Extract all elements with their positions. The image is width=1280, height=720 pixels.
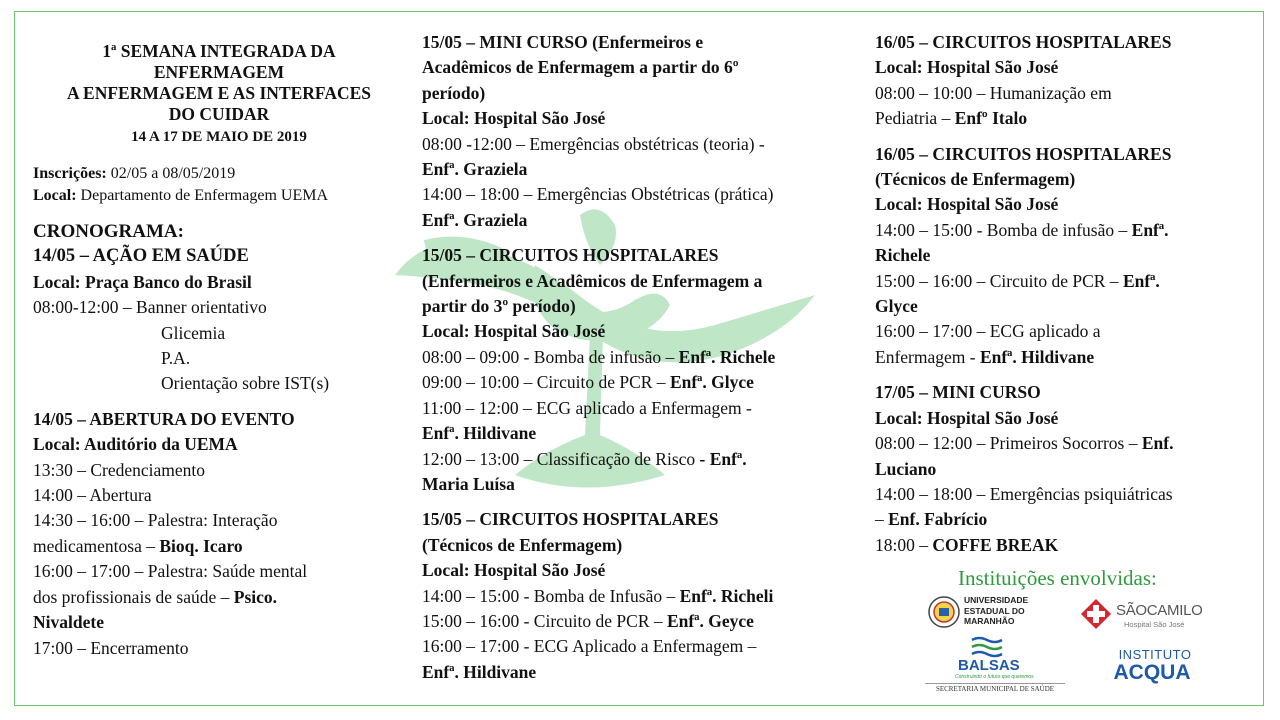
sao-camilo-name: SÃOCAMILO bbox=[1116, 602, 1203, 619]
section-title: (Técnicos de Enfermagem) bbox=[422, 534, 623, 555]
speaker-name: Nivaldete bbox=[33, 612, 104, 633]
acqua-name: ACQUA bbox=[1113, 661, 1191, 684]
section-local: Local: Praça Banco do Brasil bbox=[33, 271, 252, 292]
inscricoes-label: Inscrições: bbox=[33, 165, 107, 182]
schedule-subitem: Glicemia bbox=[161, 322, 226, 343]
section-local: Local: Hospital São José bbox=[422, 108, 606, 129]
schedule-item: 15:00 – 16:00 - Circuito de PCR – bbox=[422, 610, 667, 631]
section-local: Local: Hospital São José bbox=[422, 321, 606, 342]
event-header bbox=[33, 41, 405, 149]
cronograma-title: CRONOGRAMA: bbox=[33, 221, 184, 242]
speaker-name: Enfª. Glyce bbox=[669, 372, 754, 393]
section-title: partir do 3º período) bbox=[422, 296, 576, 317]
secretaria-name: SECRETARIA MUNICIPAL DE SAÚDE bbox=[925, 683, 1065, 693]
schedule-item: 14:30 – 16:00 – Palestra: Interação bbox=[33, 510, 278, 531]
schedule-item: 12:00 – 13:00 – Classificação de Risco bbox=[422, 448, 700, 469]
schedule-item: 14:00 – 18:00 – Emergências Obstétricas (prática) bbox=[422, 184, 774, 205]
uema-seal-icon bbox=[928, 594, 960, 630]
schedule-item: dos profissionais de saúde – bbox=[33, 586, 234, 607]
section-abertura bbox=[33, 407, 405, 661]
section-title: 14/05 – ABERTURA DO EVENTO bbox=[33, 408, 295, 429]
schedule-item: 16:00 – 17:00 – ECG aplicado a bbox=[875, 321, 1101, 342]
speaker-name: Enfª. Hildivane bbox=[979, 346, 1095, 367]
schedule-item: 11:00 – 12:00 – ECG aplicado a Enfermagem - bbox=[422, 397, 752, 418]
speaker-name: Enfª. Hildivane bbox=[422, 661, 537, 682]
institutions-title: Instituições envolvidas: bbox=[958, 566, 1157, 590]
schedule-item: 08:00 – 09:00 - Bomba de infusão – bbox=[422, 346, 679, 367]
uema-name-1: UNIVERSIDADE bbox=[964, 595, 1029, 605]
schedule-item: 13:30 – Credenciamento bbox=[33, 459, 206, 480]
section-title: 15/05 – CIRCUITOS HOSPITALARES bbox=[422, 509, 719, 530]
schedule-item: 16:00 – 17:00 – Palestra: Saúde mental bbox=[33, 561, 308, 582]
schedule-item: 18:00 – bbox=[875, 534, 933, 555]
header-dates: 14 A 17 DE MAIO DE 2019 bbox=[131, 129, 307, 145]
schedule-item: medicamentosa – bbox=[33, 535, 160, 556]
section-title: (Enfermeiros e Acadêmicos de Enfermagem a bbox=[422, 270, 763, 291]
schedule-item: 09:00 – 10:00 – Circuito de PCR – bbox=[422, 372, 670, 393]
speaker-name: Enf. Fabrício bbox=[888, 509, 988, 530]
speaker-name: - Enfª. bbox=[699, 448, 747, 469]
balsas-tagline: Construindo o futuro que queremos bbox=[955, 674, 1034, 680]
speaker-name: Enfª. Hildivane bbox=[422, 423, 537, 444]
speaker-name: Psico. bbox=[233, 586, 278, 607]
speaker-name: Luciano bbox=[875, 458, 937, 479]
header-line-2: ENFERMAGEM bbox=[153, 62, 285, 82]
schedule-item: 16:00 – 17:00 - ECG Aplicado a Enfermagem – bbox=[422, 636, 757, 657]
section-acao-saude bbox=[33, 244, 405, 396]
sao-camilo-sub: Hospital São José bbox=[1124, 620, 1185, 629]
schedule-item: 08:00 – 12:00 – Primeiros Socorros – bbox=[875, 433, 1142, 454]
registration-info bbox=[33, 163, 405, 207]
column-left bbox=[33, 0, 405, 661]
section-title: 17/05 – MINI CURSO bbox=[875, 382, 1041, 403]
schedule-item: Pediatria – bbox=[875, 108, 955, 129]
section-circuitos-16 bbox=[875, 30, 1235, 132]
schedule-item: 14:00 – 15:00 - Bomba de infusão – bbox=[875, 219, 1132, 240]
section-circuitos-15-tec bbox=[422, 507, 854, 685]
section-title: 15/05 – CIRCUITOS HOSPITALARES bbox=[422, 245, 719, 266]
header-line-4: DO CUIDAR bbox=[168, 104, 270, 124]
section-title: (Técnicos de Enfermagem) bbox=[875, 169, 1076, 190]
uema-name-3: MARANHÃO bbox=[964, 616, 1015, 626]
balsas-name: BALSAS bbox=[958, 657, 1020, 674]
red-cross-icon bbox=[1080, 598, 1112, 630]
local-label: Local: bbox=[33, 187, 77, 204]
section-title: período) bbox=[422, 82, 486, 103]
header-line-3: A ENFERMAGEM E AS INTERFACES bbox=[66, 83, 372, 103]
speaker-name: Enf. bbox=[1141, 433, 1174, 454]
acqua-instituto: INSTITUTO bbox=[1118, 647, 1192, 662]
speaker-name: Enfª. Graziela bbox=[422, 209, 528, 230]
schedule-item: Enfermagem - bbox=[875, 346, 980, 367]
instituto-acqua-logo bbox=[1105, 647, 1205, 687]
speaker-name: Enfª. Geyce bbox=[667, 610, 754, 631]
schedule-item: 08:00 – 10:00 – Humanização em bbox=[875, 82, 1112, 103]
section-circuitos-15-enf bbox=[422, 243, 854, 497]
speaker-name: Enfº Italo bbox=[954, 108, 1028, 129]
speaker-name: Enfª. Richele bbox=[678, 346, 776, 367]
section-local: Local: Hospital São José bbox=[875, 407, 1059, 428]
section-local: Local: Auditório da UEMA bbox=[33, 434, 238, 455]
uema-name-2: ESTADUAL DO bbox=[964, 605, 1025, 616]
speaker-name: Maria Luísa bbox=[422, 473, 515, 494]
schedule-item: 08:00 -12:00 – Emergências obstétricas (teoria) - bbox=[422, 133, 765, 154]
schedule-item: 15:00 – 16:00 – Circuito de PCR – bbox=[875, 270, 1123, 291]
speaker-name: Glyce bbox=[875, 296, 918, 317]
schedule-item: – bbox=[875, 509, 889, 530]
column-middle bbox=[422, 30, 854, 685]
section-local: Local: Hospital São José bbox=[422, 560, 606, 581]
column-right bbox=[875, 30, 1235, 558]
schedule-subitem: P.A. bbox=[161, 348, 191, 369]
sao-camilo-logo bbox=[1080, 598, 1203, 634]
section-minicurso-17 bbox=[875, 380, 1235, 558]
uema-logo bbox=[928, 594, 1038, 630]
schedule-subitem: Orientação sobre IST(s) bbox=[161, 373, 330, 394]
inscricoes-value: 02/05 a 08/05/2019 bbox=[106, 165, 236, 182]
schedule-item: 14:00 – 18:00 – Emergências psiquiátricas bbox=[875, 483, 1173, 504]
speaker-name: Enfª. bbox=[1122, 270, 1160, 291]
section-local: Local: Hospital São José bbox=[875, 194, 1059, 215]
speaker-name: Enfª. bbox=[1131, 219, 1169, 240]
section-minicurso-15 bbox=[422, 30, 854, 233]
section-circuitos-16-tec bbox=[875, 142, 1235, 371]
section-title: 14/05 – AÇÃO EM SAÚDE bbox=[33, 246, 249, 267]
balsas-logo bbox=[925, 636, 1065, 696]
schedule-item: 17:00 – Encerramento bbox=[33, 637, 189, 658]
section-title: 16/05 – CIRCUITOS HOSPITALARES bbox=[875, 143, 1172, 164]
coffee-break: COFFE BREAK bbox=[932, 534, 1059, 555]
section-title: 16/05 – CIRCUITOS HOSPITALARES bbox=[875, 32, 1172, 52]
schedule-item: 14:00 – 15:00 - Bomba de Infusão – bbox=[422, 585, 680, 606]
schedule-item: 08:00-12:00 – Banner orientativo bbox=[33, 297, 267, 318]
speaker-name: Enfª. Richeli bbox=[679, 585, 774, 606]
schedule-item: 14:00 – Abertura bbox=[33, 485, 152, 506]
speaker-name: Enfª. Graziela bbox=[422, 159, 528, 180]
local-value: Departamento de Enfermagem UEMA bbox=[76, 187, 329, 204]
waves-icon bbox=[970, 636, 1004, 658]
speaker-name: Bioq. Icaro bbox=[159, 535, 243, 556]
section-title: Acadêmicos de Enfermagem a partir do 6º bbox=[422, 57, 739, 78]
section-title: 15/05 – MINI CURSO (Enfermeiros e bbox=[422, 32, 704, 52]
section-local: Local: Hospital São José bbox=[875, 57, 1059, 78]
header-line-1: 1ª SEMANA INTEGRADA DA bbox=[102, 41, 336, 61]
speaker-name: Richele bbox=[875, 245, 931, 266]
